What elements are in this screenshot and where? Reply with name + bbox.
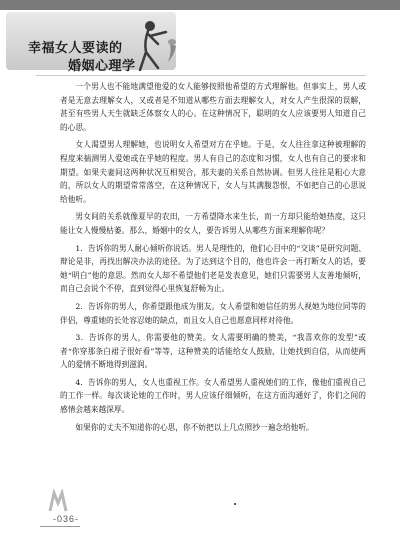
paragraph: 男女间的关系就像夏早的农田，一方希望降水来生长，而一方却只能给她热度，这只能让女人慢慢枯萎。那么，婚姻中的女人，要告诉男人从哪些方面来理解你呢？ — [60, 212, 366, 235]
speck-mark — [234, 503, 236, 505]
page-number: -036- — [53, 514, 80, 524]
header-divider — [36, 75, 366, 76]
paragraph: 一个男人也不能地满望他爱的女人能够按照他希望的方式理解他。但事实上，男人或者是无意去理解女人，又或者是不知道从哪些方面去理解女人，对女人产生很深的误解，甚至有些男人天生就缺乏体察女人的心。在这种情况下，聪明的女人应该要男人知道自己的心思。 — [60, 82, 366, 132]
paragraph: 2．告诉你的男人，你希望跟他成为朋友。女人希望和她信任的男人视她为地位同等的伴侣，尊重她的长处容忍她的缺点，而且女人自己也愿意同样对待他。 — [60, 301, 366, 325]
body-text — [60, 80, 366, 438]
footer-ornament-icon — [48, 489, 68, 513]
book-subtitle: 婚姻心理学 — [68, 59, 136, 74]
paragraph: 女人渴望男人理解她，也说明女人希望对方在乎她。于是，女人往往拿这种被理解的程度来揣测男人爱她或在乎她的程度。男人有自己的态度和习惯，女人也有自己的要求和期望。如果夫妻间这两种状况互相契合，那夫妻的关系自然协调。但男人往往是粗心大意的，所以女人的期望常常落空，在这种情况下，女人与其满腹怨恨，不如把自己的心思说给他听。 — [60, 140, 366, 204]
paragraph: 1．告诉你的男人耐心倾听你说话。男人是理性的，他们心目中的“交谈”是研究问题、辩论是非，再找出解决办法的途径。为了达到这个目的，他也许会一再打断女人的话，要她“明白”他的意思。然而女人却不希望他们老是发表意见，她们只需要男人友善地倾听，而自己会说个不停，直到觉得心里恢复舒畅为止。 — [60, 243, 366, 294]
paragraph: 3．告诉你的男人，你需要他的赞美。女人需要明确的赞美，“我喜欢你的发型”或者“你穿那条白裙子很好看”等等，这种赞美的话能给女人鼓励，让她找到自信，从而使两人的爱情不断地得到滋润。 — [60, 333, 366, 370]
paragraph: 4．告诉你的男人，女人也重视工作。女人希望男人重视她们的工作，像他们重视自己的工作一样。每次谈论她的工作时，男人应该仔细倾听，在这方面沟通好了，你们之间的感情会越来越深厚。 — [60, 377, 366, 415]
page-header — [0, 0, 400, 76]
paragraph: 如果你的丈夫不知道你的心思，你不妨把以上几点照抄一遍念给他听。 — [75, 422, 314, 432]
footer-line — [40, 526, 80, 527]
header-band — [0, 0, 400, 10]
book-series-title: 幸福女人要读的 — [28, 41, 123, 56]
